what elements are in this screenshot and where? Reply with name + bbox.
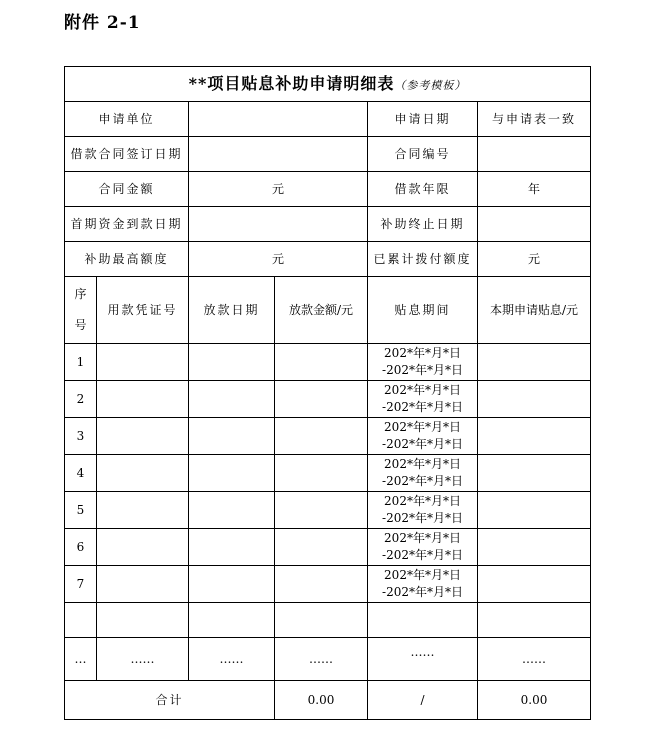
loan-amount-cell[interactable] — [275, 418, 368, 455]
ellipsis-loan-amount: …… — [275, 638, 368, 681]
row-seq: 5 — [65, 492, 97, 529]
subsidy-cell[interactable] — [478, 381, 591, 418]
period-end: -202*年*月*日 — [382, 474, 463, 488]
blank-cell[interactable] — [65, 603, 97, 638]
blank-cell[interactable] — [97, 603, 189, 638]
col-seq-line2: 号 — [74, 318, 87, 332]
period-cell[interactable] — [368, 344, 478, 381]
period-end: -202*年*月*日 — [382, 400, 463, 414]
contract-amount-value[interactable]: 元 — [189, 172, 368, 207]
period-cell[interactable] — [368, 566, 478, 603]
col-voucher-header: 用款凭证号 — [97, 277, 189, 344]
contract-amount-label: 合同金额 — [65, 172, 189, 207]
loan-date-cell[interactable] — [189, 418, 275, 455]
header-row — [65, 207, 591, 242]
col-loan-date-header: 放款日期 — [189, 277, 275, 344]
subsidy-cell[interactable] — [478, 566, 591, 603]
table-row — [65, 344, 591, 381]
row-seq: 7 — [65, 566, 97, 603]
row-seq: 2 — [65, 381, 97, 418]
period-start: 202*年*月*日 — [384, 494, 461, 508]
voucher-cell[interactable] — [97, 418, 189, 455]
subsidy-cell[interactable] — [478, 529, 591, 566]
loan-date-cell[interactable] — [189, 455, 275, 492]
period-cell[interactable] — [368, 418, 478, 455]
period-end: -202*年*月*日 — [382, 363, 463, 377]
period-end: -202*年*月*日 — [382, 585, 463, 599]
max-subsidy-value[interactable]: 元 — [189, 242, 368, 277]
subsidy-detail-table — [64, 66, 591, 720]
cumulative-paid-label: 已累计拨付额度 — [368, 242, 478, 277]
total-loan-amount: 0.00 — [275, 681, 368, 720]
col-period-header: 贴息期间 — [368, 277, 478, 344]
subsidy-cell[interactable] — [478, 455, 591, 492]
attachment-label: 附件 2-1 — [64, 13, 141, 33]
first-funds-date-label: 首期资金到款日期 — [65, 207, 189, 242]
voucher-cell[interactable] — [97, 344, 189, 381]
subsidy-end-date-label: 补助终止日期 — [368, 207, 478, 242]
period-end: -202*年*月*日 — [382, 511, 463, 525]
loan-date-cell[interactable] — [189, 492, 275, 529]
applicant-unit-label: 申请单位 — [65, 102, 189, 137]
header-row — [65, 172, 591, 207]
apply-date-label: 申请日期 — [368, 102, 478, 137]
loan-amount-cell[interactable] — [275, 455, 368, 492]
col-seq-line1: 序 — [74, 287, 87, 301]
voucher-cell[interactable] — [97, 529, 189, 566]
loan-amount-cell[interactable] — [275, 492, 368, 529]
apply-date-value[interactable]: 与申请表一致 — [478, 102, 591, 137]
ellipsis-loan-date: …… — [189, 638, 275, 681]
max-subsidy-label: 补助最高额度 — [65, 242, 189, 277]
header-row — [65, 102, 591, 137]
col-loan-amount-header: 放款金额/元 — [275, 277, 368, 344]
header-row — [65, 137, 591, 172]
blank-cell[interactable] — [189, 603, 275, 638]
period-start: 202*年*月*日 — [384, 531, 461, 545]
header-row — [65, 242, 591, 277]
cumulative-paid-value[interactable]: 元 — [478, 242, 591, 277]
loan-date-cell[interactable] — [189, 566, 275, 603]
ellipsis-seq: … — [65, 638, 97, 681]
loan-amount-cell[interactable] — [275, 529, 368, 566]
table-row-ellipsis — [65, 638, 591, 681]
blank-cell[interactable] — [368, 603, 478, 638]
voucher-cell[interactable] — [97, 455, 189, 492]
period-start: 202*年*月*日 — [384, 420, 461, 434]
row-seq: 4 — [65, 455, 97, 492]
table-title-note: （参考模板） — [394, 78, 467, 92]
period-start: 202*年*月*日 — [384, 383, 461, 397]
total-subsidy: 0.00 — [478, 681, 591, 720]
subsidy-cell[interactable] — [478, 344, 591, 381]
table-row — [65, 566, 591, 603]
voucher-cell[interactable] — [97, 566, 189, 603]
contract-number-value[interactable] — [478, 137, 591, 172]
blank-cell[interactable] — [478, 603, 591, 638]
period-cell[interactable] — [368, 492, 478, 529]
row-seq: 3 — [65, 418, 97, 455]
period-start: 202*年*月*日 — [384, 457, 461, 471]
period-end: -202*年*月*日 — [382, 548, 463, 562]
loan-amount-cell[interactable] — [275, 381, 368, 418]
subsidy-end-date-value[interactable] — [478, 207, 591, 242]
contract-sign-date-label: 借款合同签订日期 — [65, 137, 189, 172]
subsidy-cell[interactable] — [478, 492, 591, 529]
column-header-row — [65, 277, 591, 344]
table-row — [65, 455, 591, 492]
period-end: -202*年*月*日 — [382, 437, 463, 451]
period-cell[interactable] — [368, 455, 478, 492]
table-title: **项目贴息补助申请明细表 — [188, 73, 395, 93]
total-period: / — [368, 681, 478, 720]
loan-amount-cell[interactable] — [275, 566, 368, 603]
ellipsis-voucher: …… — [97, 638, 189, 681]
total-label: 合计 — [65, 681, 275, 720]
period-cell[interactable] — [368, 381, 478, 418]
col-subsidy-header: 本期申请贴息/元 — [478, 277, 591, 344]
period-cell[interactable] — [368, 529, 478, 566]
ellipsis-period: …… — [368, 638, 478, 681]
total-row — [65, 681, 591, 720]
applicant-unit-value[interactable] — [189, 102, 368, 137]
blank-cell[interactable] — [275, 603, 368, 638]
col-seq-header — [65, 277, 97, 344]
row-seq: 1 — [65, 344, 97, 381]
loan-term-value[interactable]: 年 — [478, 172, 591, 207]
table-row-blank — [65, 603, 591, 638]
table-row — [65, 418, 591, 455]
voucher-cell[interactable] — [97, 492, 189, 529]
contract-sign-date-value[interactable] — [189, 137, 368, 172]
table-row — [65, 529, 591, 566]
ellipsis-subsidy: …… — [478, 638, 591, 681]
row-seq: 6 — [65, 529, 97, 566]
table-row — [65, 381, 591, 418]
loan-term-label: 借款年限 — [368, 172, 478, 207]
loan-date-cell[interactable] — [189, 529, 275, 566]
table-row — [65, 492, 591, 529]
first-funds-date-value[interactable] — [189, 207, 368, 242]
voucher-cell[interactable] — [97, 381, 189, 418]
loan-amount-cell[interactable] — [275, 344, 368, 381]
subsidy-cell[interactable] — [478, 418, 591, 455]
period-start: 202*年*月*日 — [384, 346, 461, 360]
loan-date-cell[interactable] — [189, 381, 275, 418]
period-start: 202*年*月*日 — [384, 568, 461, 582]
contract-number-label: 合同编号 — [368, 137, 478, 172]
table-title-cell — [65, 67, 591, 102]
loan-date-cell[interactable] — [189, 344, 275, 381]
